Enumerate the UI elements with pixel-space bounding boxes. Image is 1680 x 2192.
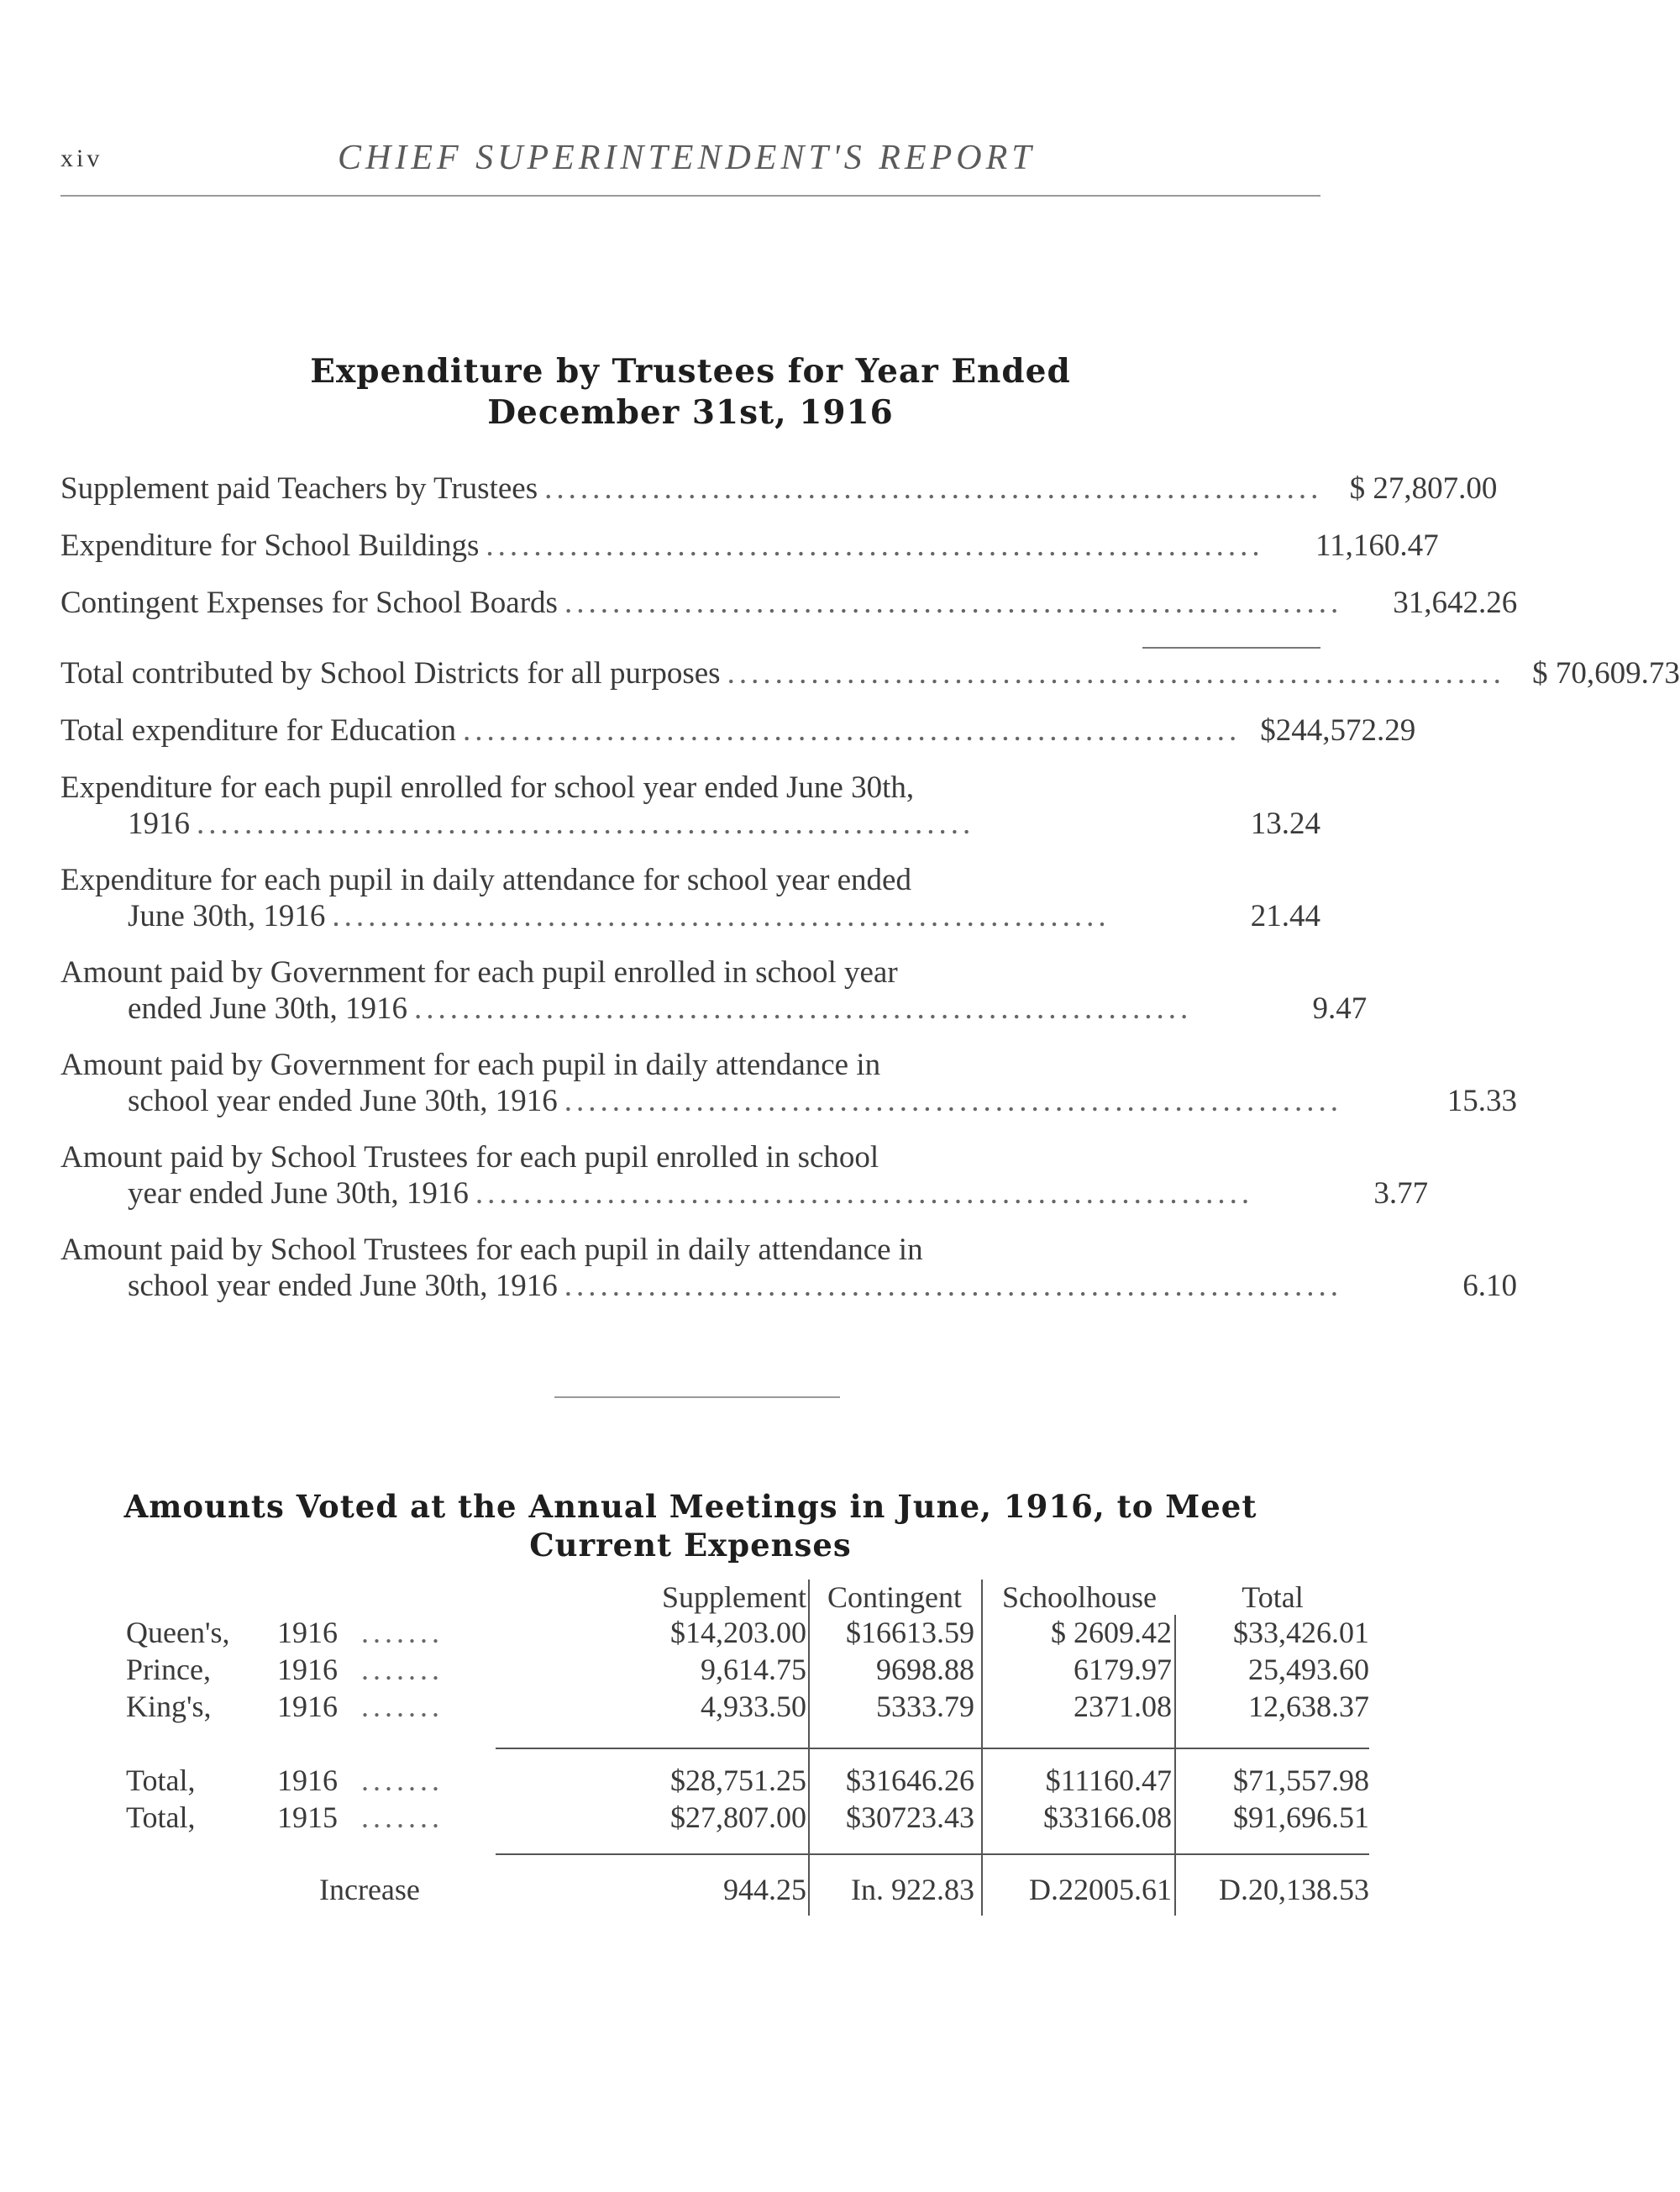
increase-row: Increase 944.25 In. 922.83 D.22005.61 D.20,138.53 [319,1873,1369,1906]
expenditure-item: Amount paid by School Trustees for each pupil enrolled in school year ended June 30th, 1916 ................................................................. 3.77 [60,1140,1429,1211]
expenditure-item: Amount paid by Government for each pupil in daily attendance in school year ended June 30th, 1916 ................................................................. 15.33 [60,1048,1517,1118]
expenditure-amount: 21.44 [1250,899,1320,933]
column-header: Contingent [827,1580,962,1614]
section-separator [554,1396,840,1398]
expenditure-amount: 3.77 [1373,1176,1429,1211]
votes-title-line2: Current Expenses [529,1527,852,1564]
expenditure-item: Total expenditure for Education ................................................................. $244,572.29 [60,713,1416,748]
totals-row: Total, 1916 ....... $28,751.25 $31646.26 $11160.47 $71,557.98 [126,1764,1369,1797]
expenditure-amount: 13.24 [1250,807,1320,841]
increase-rule [496,1853,1369,1855]
column-header: Supplement [662,1580,806,1614]
column-divider [981,1580,983,1916]
running-title: CHIEF SUPERINTENDENT'S REPORT [338,139,1036,177]
column-divider [1174,1615,1176,1916]
expenditure-item: Amount paid by Government for each pupil enrolled in school year ended June 30th, 1916 ................................................................. 9.47 [60,955,1368,1026]
increase-label: Increase [319,1873,420,1906]
expenditure-amount: 9.47 [1312,991,1368,1026]
votes-title-line1: Amounts Voted at the Annual Meetings in June, 1916, to Meet [123,1488,1257,1525]
header-rule [60,195,1320,197]
table-row: Queen's, 1916 ....... $14,203.00 $16613.59 $ 2609.42 $33,426.01 [126,1616,1369,1649]
expenditure-item: Supplement paid Teachers by Trustees ................................................................. $ 27,807.00 [60,471,1498,506]
totals-row: Total, 1915 ....... $27,807.00 $30723.43 $33166.08 $91,696.51 [126,1800,1369,1834]
table-row: King's, 1916 ....... 4,933.50 5333.79 2371.08 12,638.37 [126,1690,1369,1723]
running-header [60,134,1320,185]
expenditure-item: Expenditure for each pupil enrolled for school year ended June 30th, 1916 ................................................................. 13.24 [60,770,1320,841]
expenditure-item: Total contributed by School Districts for all purposes ................................................................. $ 70,609.73 [60,656,1680,691]
expenditure-item: Expenditure for each pupil in daily attendance for school year ended June 30th, 1916 ................................................................. 21.44 [60,863,1320,933]
expenditure-title-line1: Expenditure by Trustees for Year Ended [310,352,1071,391]
votes-title [60,1487,1320,1565]
expenditure-item: Amount paid by School Trustees for each pupil in daily attendance in school year ended June 30th, 1916 ................................................................. 6.10 [60,1233,1517,1303]
expenditure-amount: $ 70,609.73 [1532,656,1680,691]
column-divider [808,1580,810,1916]
table-row: Prince, 1916 ....... 9,614.75 9698.88 6179.97 25,493.60 [126,1653,1369,1686]
expenditure-amount: $ 27,807.00 [1349,471,1498,506]
expenditure-list [60,470,1680,1324]
expenditure-amount: 15.33 [1446,1084,1517,1118]
totals-rule [496,1748,1369,1749]
expenditure-item: Contingent Expenses for School Boards ................................................................. 31,642.26 [60,586,1518,620]
column-header: Total [1242,1580,1304,1614]
expenditure-amount: $244,572.29 [1260,713,1416,748]
expenditure-amount: 6.10 [1462,1269,1517,1303]
page-number: xiv [60,145,103,172]
column-header: Schoolhouse [1002,1580,1157,1614]
subtotal-rule [1142,647,1320,649]
expenditure-title [60,351,1320,434]
expenditure-amount: 31,642.26 [1393,586,1518,620]
expenditure-item: Expenditure for School Buildings ................................................................. 11,160.47 [60,528,1439,563]
table-header [126,1580,1304,1616]
expenditure-title-line2: December 31st, 1916 [487,392,894,432]
expenditure-amount: 11,160.47 [1315,528,1439,563]
